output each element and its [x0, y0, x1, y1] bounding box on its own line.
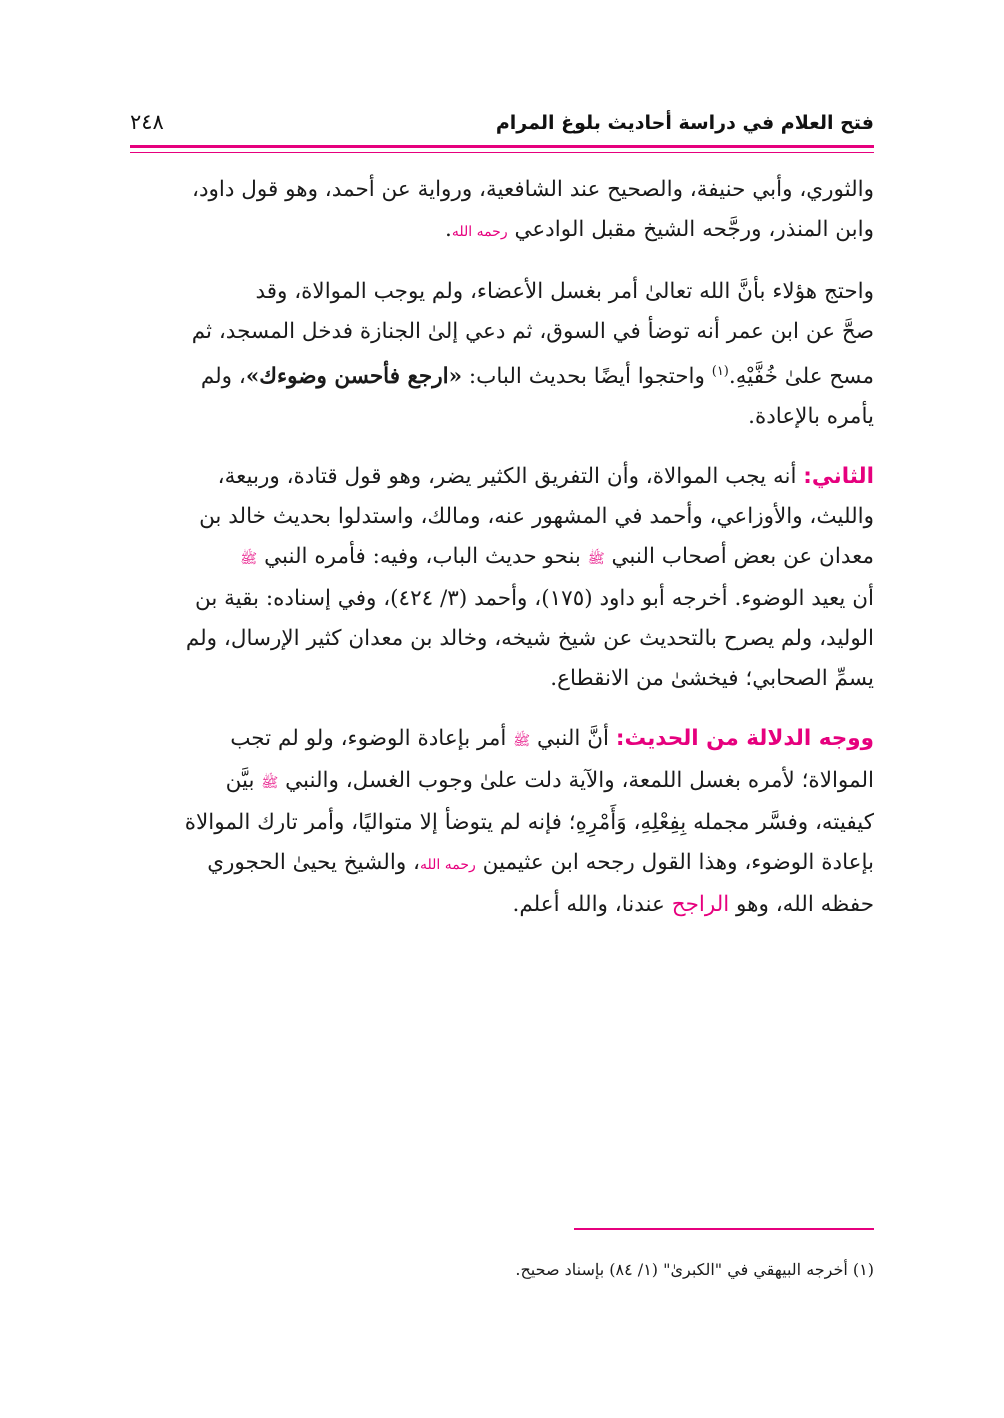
text-line: واحتج هؤلاء بأنَّ الله تعالىٰ أمر بغسل الأعضاء، ولم يوجب الموالاة، وقد [255, 279, 874, 304]
text-line: ووجه الدلالة من الحديث: أنَّ النبي ﷺ أمر بإعادة الوضوء، ولو لم تجب [230, 726, 874, 752]
honorific-mark: ﷺ [587, 551, 605, 568]
page-header [130, 112, 874, 146]
text-line: يأمره بالإعادة. [748, 404, 874, 430]
text-line: يسمِّ الصحابي؛ فيخشىٰ من الانقطاع. [550, 666, 874, 692]
text-line: معدان عن بعض أصحاب النبي ﷺ بنحو حديث الباب، وفيه: فأمره النبي ﷺ [240, 544, 874, 570]
honorific-mark: ﷺ [261, 775, 279, 792]
paragraph-2 [130, 272, 874, 437]
text-line: الوليد، ولم يصرح بالتحديث عن شيخ شيخه، وخالد بن معدان كثير الإرسال، ولم [185, 626, 874, 652]
honorific-mark: رحمه الله [451, 224, 508, 240]
footnote: (١) أخرجه البيهقي في "الكبرىٰ" (١/ ٨٤) بإسناد صحيح. [515, 1260, 874, 1279]
page-number: ٢٤٨ [130, 110, 164, 134]
text-line: كيفيته، وفسَّر مجمله بِفِعْلِهِ، وَأَمْرِهِ؛ فإنه لم يتوضأ إلا متواليًا، وأمر تارك الموالاة [184, 810, 874, 836]
text-line: حفظه الله، وهو الراجح عندنا، والله أعلم. [512, 892, 874, 918]
text-line: والثوري، وأبي حنيفة، والصحيح عند الشافعية، ورواية عن أحمد، وهو قول داود، [192, 177, 874, 202]
section-label: ووجه الدلالة من الحديث: [615, 726, 874, 752]
text-line: بإعادة الوضوء، وهذا القول رجحه ابن عثيمين رحمه الله، والشيخ يحيىٰ الحجوري [207, 850, 874, 876]
section-label: الثاني: [803, 464, 874, 490]
running-title: فتح العلام في دراسة أحاديث بلوغ المرام [495, 112, 874, 134]
footnote-rule [574, 1228, 874, 1230]
text-line: وابن المنذر، ورجَّحه الشيخ مقبل الوادعي رحمه الله. [444, 217, 874, 242]
text-line: الثاني: أنه يجب الموالاة، وأن التفريق الكثير يضر، وهو قول قتادة، وربيعة، [217, 464, 874, 490]
text-line: صحَّ عن ابن عمر أنه توضأ في السوق، ثم دعي إلىٰ الجنازة فدخل المسجد، ثم [191, 319, 874, 344]
honorific-mark: ﷺ [513, 733, 531, 750]
body-text [130, 170, 874, 945]
document-page [130, 0, 874, 1418]
header-rule-thin [130, 152, 874, 153]
paragraph-4 [130, 719, 874, 925]
text-line: الموالاة؛ لأمره بغسل اللمعة، والآية دلت علىٰ وجوب الغسل، والنبي ﷺ بيَّن [225, 768, 874, 794]
paragraph-1 [130, 170, 874, 252]
honorific-mark: ﷺ [240, 551, 258, 568]
text-line: أن يعيد الوضوء. أخرجه أبو داود (١٧٥)، وأحمد (٣/ ٤٢٤)، وفي إسناده: بقية بن [194, 586, 874, 612]
text-line: والليث، والأوزاعي، وأحمد في المشهور عنه، ومالك، واستدلوا بحديث خالد بن [199, 504, 874, 530]
text-line: مسح علىٰ خُفَّيْهِ.$^{(١)}$ واحتجوا أيضًا بحديث الباب: «ارجع فأحسن وضوءك»، ولم [200, 364, 874, 390]
hadith-quote: «ارجع فأحسن وضوءك» [245, 364, 463, 390]
honorific-mark: رحمه الله [419, 857, 476, 874]
footnote-ref[interactable]: (١) [711, 364, 729, 379]
paragraph-3 [130, 457, 874, 699]
highlighted-word: الراجح [671, 892, 730, 918]
header-rule-thick [130, 145, 874, 148]
